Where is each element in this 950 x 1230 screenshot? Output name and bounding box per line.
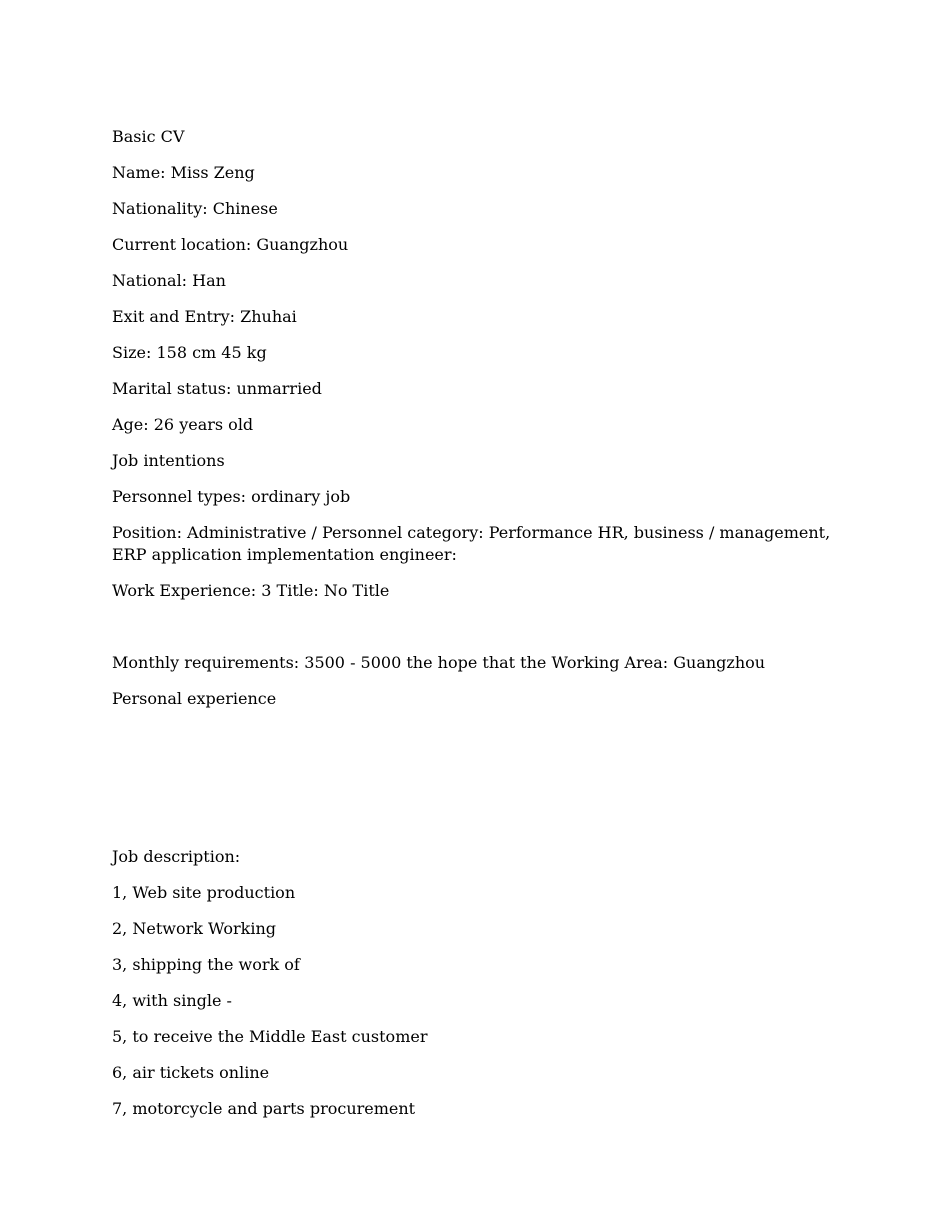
job-intention-position: Position: Administrative / Personnel category: Performance HR, business / management, ERP application implementation engineer:: [112, 523, 831, 564]
info-marital-status: Marital status: unmarried: [112, 379, 322, 398]
info-age: Age: 26 years old: [112, 415, 254, 434]
personal-experience-heading: Personal experience: [112, 689, 277, 708]
document-body: [112, 126, 832, 1134]
job-description-item: 1, Web site production: [112, 883, 296, 902]
job-description-item: 3, shipping the work of: [112, 955, 300, 974]
monthly-requirements: Monthly requirements: 3500 - 5000 the hope that the Working Area: Guangzhou: [112, 653, 766, 672]
blank-line: [112, 616, 832, 638]
job-description-item: 5, to receive the Middle East customer: [112, 1027, 428, 1046]
job-description-item: 7, motorcycle and parts procurement: [112, 1099, 416, 1118]
info-national: National: Han: [112, 271, 226, 290]
job-intention-personnel-type: Personnel types: ordinary job: [112, 487, 351, 506]
info-current-location: Current location: Guangzhou: [112, 235, 349, 254]
info-nationality: Nationality: Chinese: [112, 199, 278, 218]
job-description-item: 2, Network Working: [112, 919, 277, 938]
job-intentions-heading: Job intentions: [112, 451, 225, 470]
job-description-heading: Job description:: [112, 847, 241, 866]
job-description-item: 6, air tickets online: [112, 1063, 270, 1082]
job-intention-work-experience: Work Experience: 3 Title: No Title: [112, 581, 390, 600]
info-name: Name: Miss Zeng: [112, 163, 255, 182]
info-exit-entry: Exit and Entry: Zhuhai: [112, 307, 297, 326]
blank-space: [112, 724, 832, 832]
info-size: Size: 158 cm 45 kg: [112, 343, 267, 362]
job-description-item: 4, with single -: [112, 991, 232, 1010]
document-title: Basic CV: [112, 127, 185, 146]
